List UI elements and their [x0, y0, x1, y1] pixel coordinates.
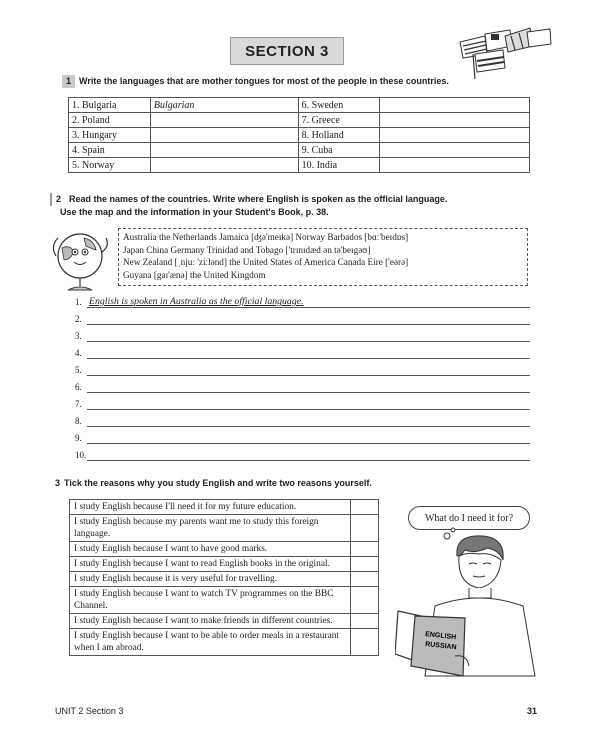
- answer-line[interactable]: [75, 311, 530, 325]
- answer-line[interactable]: [75, 362, 530, 376]
- answer-line-number: 1.: [75, 297, 82, 307]
- reason-row: [70, 629, 379, 656]
- country-right: 10. India: [298, 158, 380, 173]
- page-number: 31: [527, 706, 538, 716]
- reason-row: [70, 557, 379, 572]
- answer-line-number: 6.: [75, 382, 82, 392]
- countries-line: Australia the Netherlands Jamaica [ʤə'meɪkə] Norway Barbados [bɑː'beɪdɒs]: [123, 232, 409, 242]
- reason-text: I study English because I want to be able to order meals in a restaurant when I am abroad.: [70, 629, 351, 656]
- answer-text: English is spoken in Australia as the official language.: [89, 296, 304, 307]
- tick-box[interactable]: [351, 542, 379, 557]
- country-left: 1. Bulgaria: [69, 98, 151, 113]
- reasons-table: [69, 499, 379, 656]
- language-answer-cell[interactable]: [150, 128, 298, 143]
- country-left: 3. Hungary: [69, 128, 151, 143]
- ex1-number: 1: [62, 75, 75, 88]
- reason-row: [70, 572, 379, 587]
- ex3-number: 3: [55, 478, 61, 488]
- answer-line-number: 9.: [75, 433, 82, 443]
- reason-row: [70, 587, 379, 614]
- language-answer-cell[interactable]: [150, 143, 298, 158]
- reason-text: I study English because it is very useful for travelling.: [70, 572, 351, 587]
- writing-rule: [87, 392, 530, 393]
- book-text-english: ENGLISH: [424, 631, 457, 642]
- country-right: 8. Holland: [298, 128, 380, 143]
- language-answer-cell[interactable]: [380, 98, 530, 113]
- reason-text: I study English because I want to watch TV programmes on the BBC Channel.: [70, 587, 351, 614]
- book-text-russian: RUSSIAN: [424, 641, 457, 652]
- language-answer-cell[interactable]: [380, 128, 530, 143]
- writing-rule: [87, 375, 530, 376]
- tick-box[interactable]: [351, 557, 379, 572]
- ex2-instruction-line2: Use the map and the information in your Student's Book, p. 38.: [60, 207, 329, 217]
- writing-rule: [87, 426, 530, 427]
- countries-line: Guyana [gaɪ'ænə] the United Kingdom: [123, 269, 266, 280]
- languages-row: [69, 143, 530, 158]
- answer-line-number: 2.: [75, 314, 82, 324]
- answer-line-number: 4.: [75, 348, 82, 358]
- languages-row: [69, 128, 530, 143]
- answer-line-number: 5.: [75, 365, 82, 375]
- ex2-number: 2: [50, 193, 65, 206]
- tick-box[interactable]: [351, 500, 379, 515]
- country-right: 7. Greece: [298, 113, 380, 128]
- country-left: 5. Norway: [69, 158, 151, 173]
- language-answer-cell[interactable]: [380, 158, 530, 173]
- answer-line-number: 3.: [75, 331, 82, 341]
- tick-box[interactable]: [351, 515, 379, 542]
- writing-rule: [87, 307, 530, 308]
- countries-line: Japan China Germany Trinidad and Tobago ['trɪnɪdæd ən tə'beɪgəʊ]: [123, 244, 371, 255]
- language-answer-cell[interactable]: [150, 158, 298, 173]
- ex1-instruction-row: [62, 75, 449, 88]
- reason-row: [70, 515, 379, 542]
- footer-unit: UNIT 2 Section 3: [55, 706, 124, 716]
- countries-box: [118, 228, 528, 286]
- answer-line-number: 7.: [75, 399, 82, 409]
- answer-line-number: 10.: [75, 450, 87, 460]
- globe-mascot-icon: [48, 226, 118, 294]
- writing-rule: [87, 324, 530, 325]
- reason-row: [70, 542, 379, 557]
- countries-line: New Zealand [ˌnjuː 'ziːlənd] the United States of America Canada Eire ['eərə]: [123, 257, 409, 267]
- country-right: 9. Cuba: [298, 143, 380, 158]
- writing-rule: [87, 443, 530, 444]
- reason-text: I study English because I want to have good marks.: [70, 542, 351, 557]
- flags-illustration: [455, 24, 555, 79]
- ex3-instruction: Tick the reasons why you study English and write two reasons yourself.: [64, 478, 372, 488]
- languages-row: [69, 113, 530, 128]
- country-left: 4. Spain: [69, 143, 151, 158]
- language-answer-cell[interactable]: [150, 113, 298, 128]
- section-title: SECTION 3: [230, 37, 344, 65]
- languages-table: [68, 97, 530, 173]
- answer-line[interactable]: [75, 345, 530, 359]
- ex2-instruction-line1: Read the names of the countries. Write where English is spoken as the official language.: [69, 194, 448, 204]
- answer-line[interactable]: [75, 294, 530, 308]
- answer-line[interactable]: [75, 328, 530, 342]
- tick-box[interactable]: [351, 614, 379, 629]
- writing-rule: [87, 460, 530, 461]
- language-answer-cell[interactable]: Bulgarian: [150, 98, 298, 113]
- reason-text: I study English because I want to make friends in different countries.: [70, 614, 351, 629]
- languages-row: [69, 158, 530, 173]
- tick-box[interactable]: [351, 587, 379, 614]
- answer-line[interactable]: [75, 413, 530, 427]
- reason-text: I study English because I want to read English books in the original.: [70, 557, 351, 572]
- writing-rule: [87, 409, 530, 410]
- answer-line[interactable]: [75, 379, 530, 393]
- ex1-instruction: Write the languages that are mother tongues for most of the people in these countries.: [79, 76, 449, 86]
- answer-line[interactable]: [75, 396, 530, 410]
- languages-row: [69, 98, 530, 113]
- tick-box[interactable]: [351, 572, 379, 587]
- country-left: 2. Poland: [69, 113, 151, 128]
- answer-line[interactable]: [75, 447, 530, 461]
- speech-bubble: What do I need it for?: [408, 506, 530, 530]
- writing-rule: [87, 358, 530, 359]
- reason-row: [70, 614, 379, 629]
- ex3-instruction-row: [55, 477, 372, 490]
- answer-line-number: 8.: [75, 416, 82, 426]
- boy-reading-illustration: [395, 526, 545, 686]
- answer-line[interactable]: [75, 430, 530, 444]
- tick-box[interactable]: [351, 629, 379, 656]
- reason-row: [70, 500, 379, 515]
- reason-text: I study English because I'll need it for my future education.: [70, 500, 351, 515]
- language-answer-cell[interactable]: [380, 113, 530, 128]
- ex2-instruction-block: [50, 193, 447, 219]
- language-answer-cell[interactable]: [380, 143, 530, 158]
- reason-text: I study English because my parents want me to study this foreign language.: [70, 515, 351, 542]
- country-right: 6. Sweden: [298, 98, 380, 113]
- writing-rule: [87, 341, 530, 342]
